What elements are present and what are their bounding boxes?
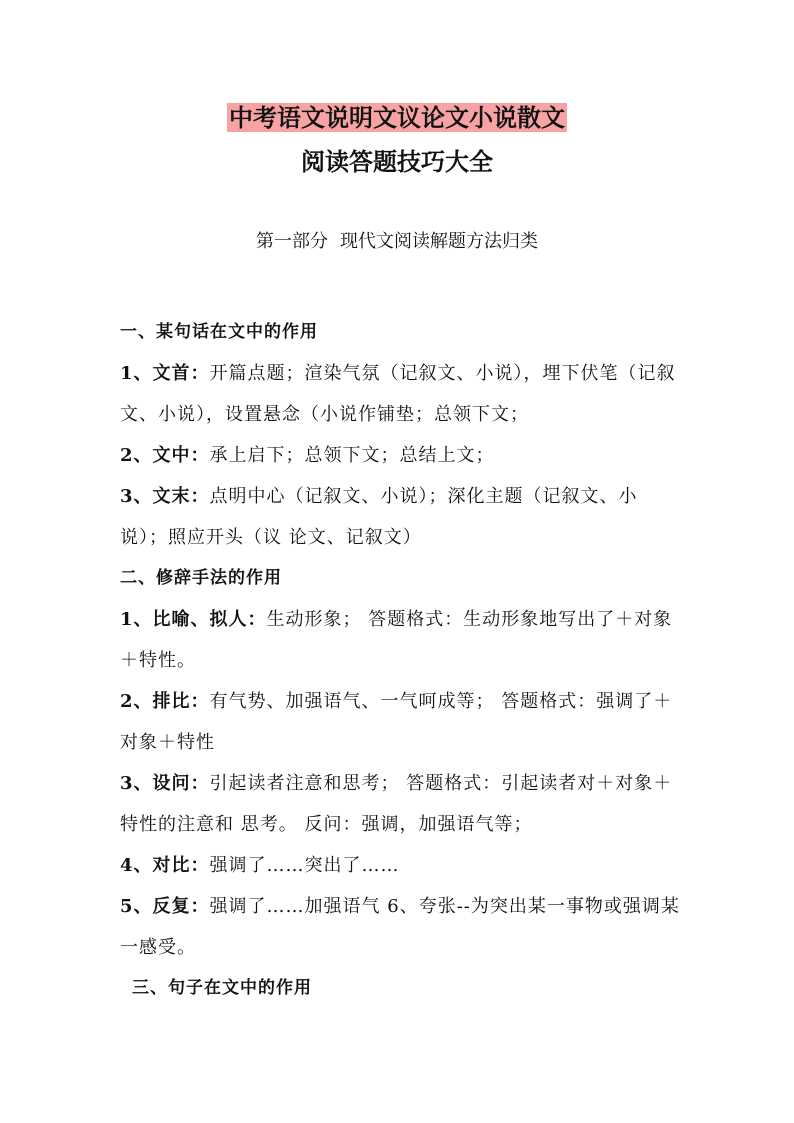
paragraph	[120, 435, 680, 476]
item-label: 5、反复：	[120, 896, 210, 917]
part-text: 现代文阅读解题方法归类	[340, 231, 538, 252]
item-label: 2、文中：	[120, 445, 210, 466]
paragraph	[120, 886, 680, 968]
item-text: 有气势、加强语气、一气呵成等； 答题格式：强调了＋对象＋特性	[120, 691, 673, 753]
paragraph	[120, 353, 680, 435]
item-text: 引起读者注意和思考； 答题格式：引起读者对＋对象＋特性的注意和 思考。 反问：强调，加强语气等；	[120, 773, 673, 835]
document-body	[120, 312, 680, 1009]
item-label: 1、文首：	[120, 363, 210, 384]
section-heading: 一、某句话在文中的作用	[120, 322, 318, 342]
item-label: 2、排比：	[120, 691, 210, 712]
section-heading: 二、修辞手法的作用	[120, 568, 282, 588]
item-text: 承上启下；总领下文；总结上文；	[209, 445, 495, 466]
paragraph	[120, 845, 680, 886]
item-text: 强调了……加强语气 6、夸张--为突出某一事物或强调某一感受。	[120, 896, 680, 958]
paragraph	[120, 763, 680, 845]
item-text: 强调了……突出了……	[209, 855, 400, 876]
section-heading: 三、句子在文中的作用	[132, 978, 312, 998]
item-label: 1、比喻、拟人：	[120, 609, 267, 630]
item-text: 开篇点题；渲染气氛（记叙文、小说），埋下伏笔（记叙文、小说），设置悬念（小说作铺垫；总领下文；	[120, 363, 676, 425]
item-label: 3、设问：	[120, 773, 210, 794]
item-label: 3、文末：	[120, 486, 210, 507]
document-title-line1	[0, 101, 794, 135]
part-heading	[0, 228, 794, 256]
item-text: 生动形象； 答题格式：生动形象地写出了＋对象＋特性。	[120, 609, 673, 671]
document-title-line2: 阅读答题技巧大全	[301, 147, 493, 176]
paragraph	[120, 599, 680, 681]
item-text: 点明中心（记叙文、小说）；深化主题（记叙文、小说）；照应开头（议 论文、记叙文）	[120, 486, 638, 548]
item-label: 4、对比：	[120, 855, 210, 876]
paragraph	[120, 476, 680, 558]
paragraph	[120, 681, 680, 763]
highlighted-title: 中考语文说明文议论文小说散文	[229, 103, 565, 132]
part-label: 第一部分	[256, 231, 328, 252]
